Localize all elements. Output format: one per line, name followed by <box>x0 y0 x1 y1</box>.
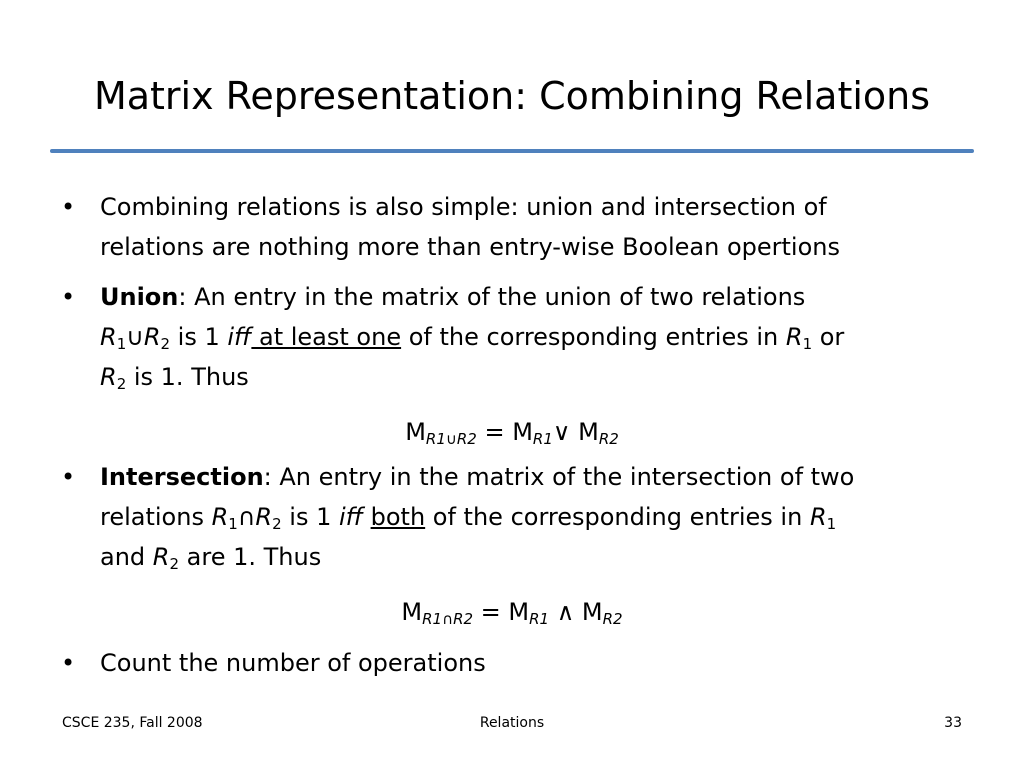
footer-course: CSCE 235, Fall 2008 <box>62 715 203 731</box>
relation-var: R <box>255 503 273 531</box>
iff-term: iff <box>338 503 363 531</box>
bullet-3-line-2 <box>100 497 980 537</box>
subscript: 1 <box>116 335 127 353</box>
subscript: 2 <box>116 375 127 393</box>
subscript: R2 <box>598 430 619 448</box>
text-run: or <box>812 323 845 351</box>
subscript: 2 <box>169 555 180 573</box>
iff-term: iff <box>227 323 252 351</box>
bullet-marker: • <box>61 193 76 221</box>
bullet-3-line-1 <box>100 457 980 497</box>
union-symbol: ∪ <box>126 323 144 351</box>
text-run: is 1 <box>281 503 339 531</box>
bullet-marker: • <box>61 283 76 311</box>
matrix-symbol: M <box>570 418 599 446</box>
bullet-1 <box>100 187 980 267</box>
title-divider <box>50 149 974 153</box>
bullet-1-line-2: relations are nothing more than entry-wise Boolean opertions <box>100 233 840 261</box>
intersection-formula <box>0 592 1024 632</box>
matrix-symbol: M <box>581 598 603 626</box>
bullet-marker: • <box>61 649 76 677</box>
text-run: of the corresponding entries in <box>401 323 786 351</box>
subscript: 1 <box>228 515 238 533</box>
union-symbol: ∪ <box>445 430 457 448</box>
equals-text: = M <box>473 598 530 626</box>
text-run: is 1. Thus <box>126 363 249 391</box>
text-run: : An entry in the matrix of the union of two relations <box>178 283 806 311</box>
subscript: R2 <box>453 610 474 628</box>
subscript: R2 <box>602 610 623 628</box>
subscript: R1 <box>422 610 443 628</box>
bullet-2-line-3 <box>100 357 980 397</box>
intersection-term: Intersection <box>100 463 264 491</box>
text-run: of the corresponding entries in <box>425 503 810 531</box>
subscript: 1 <box>826 515 837 533</box>
subscript: 2 <box>160 335 171 353</box>
relation-var: R <box>100 323 117 351</box>
bullet-3-line-3 <box>100 537 980 577</box>
matrix-symbol: M <box>405 418 426 446</box>
bullet-4: Count the number of operations <box>100 649 486 677</box>
union-term: Union <box>100 283 179 311</box>
matrix-symbol: M <box>401 598 423 626</box>
subscript: R2 <box>456 430 477 448</box>
text-run: and <box>100 543 153 571</box>
subscript: R1 <box>529 610 550 628</box>
text-run: are 1. Thus <box>179 543 322 571</box>
subscript: 1 <box>802 335 813 353</box>
intersection-symbol: ∩ <box>442 610 454 628</box>
subscript: R1 <box>425 430 446 448</box>
bullet-2-line-2 <box>100 317 980 357</box>
equals-text: = M <box>476 418 533 446</box>
union-formula <box>0 412 1024 452</box>
relation-var: R <box>152 543 170 571</box>
bullet-3 <box>100 457 980 577</box>
bullet-marker: • <box>61 463 76 491</box>
or-symbol: ∨ <box>552 418 571 446</box>
text-run: : An entry in the matrix of the intersection of two <box>263 463 855 491</box>
and-symbol: ∧ <box>549 598 582 626</box>
relation-var: R <box>809 503 827 531</box>
subscript: R1 <box>532 430 553 448</box>
bullet-2-line-1 <box>100 277 980 317</box>
intersection-symbol: ∩ <box>237 503 256 531</box>
relation-var: R <box>143 323 161 351</box>
both-underlined: both <box>370 503 426 531</box>
relation-var: R <box>211 503 229 531</box>
text-run: is 1 <box>170 323 228 351</box>
bullet-2 <box>100 277 980 397</box>
text-run: relations <box>100 503 212 531</box>
text-run <box>363 503 371 531</box>
relation-var: R <box>785 323 803 351</box>
at-least-one-underlined: at least one <box>251 323 402 351</box>
slide-number: 33 <box>944 715 962 731</box>
relation-var: R <box>100 363 117 391</box>
subscript: 2 <box>272 515 282 533</box>
bullet-1-line-1: Combining relations is also simple: union and intersection of <box>100 193 827 221</box>
footer-topic: Relations <box>479 715 545 731</box>
slide-title: Matrix Representation: Combining Relations <box>93 74 931 118</box>
